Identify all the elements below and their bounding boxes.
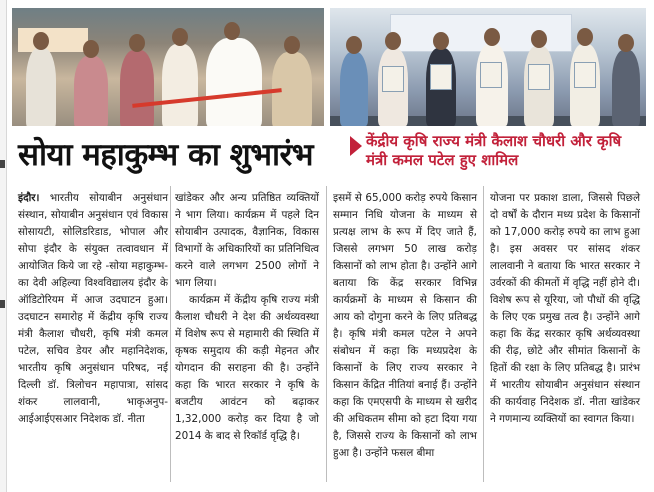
column-paragraph: कार्यक्रम में केंद्रीय कृषि राज्य मंत्री कैलाश चौधरी ने देश की अर्थव्यवस्था में विशेष रूप से महामारी की स्थिति में कृषक समुदाय की कड़ी मेहनत और योगदान की सराहना की है। उन्होंने कहा कि भारत सरकार ने कृषि के बजटीय आवंटन को बढ़ाकर 1,32,000 करोड़ कर दिया है जो 2014 के बाद से रिकॉर्ड वृद्धि है। [175, 294, 319, 442]
person-head [577, 28, 593, 46]
person-head [433, 32, 449, 50]
column-text: भारतीय सोयाबीन अनुसंधान संस्थान, सोयाबीन अनुसंधान एवं विकास सोसायटी, सोलिडरिडाड, भोपाल और सोपा इंदौर के संयुक्त तत्वावधान में आयोजित किये जा रहे -सोया महाकुम्भ-का देवी अहिल्या विश्वविद्यालय इंदौर के ऑडिटोरियम में आज उदघाटन हुआ। उदघाटन समारोह में केंद्रीय कृषि राज्य मंत्री कैलाश चौधरी, कृषि मंत्री कमल पटेल, सचिव डेयर और महानिदेशक, भारतीय कृषि अनुसंधान परिषद, नई दिल्ली डॉ. त्रिलोचन महापात्रा, सांसद शंकर लालवानी, भाकृअनुप-आईआईएसआर निदेशक डॉ. नीता [18, 192, 168, 425]
stage-photo [330, 8, 646, 126]
photo-backdrop [18, 28, 88, 52]
page-edge [0, 0, 7, 492]
column-paragraph: योजना पर प्रकाश डाला, जिससे पिछले दो वर्षों के दौरान मध्य प्रदेश के किसानों को 17,000 करोड़ रुपये का लाभ हुआ है। इस अवसर पर सांसद शंकर लालवानी ने बताया कि भारत सरकार ने उर्वरकों की कीमतों में वृद्धि नहीं होने दी। विशेष रूप से यूरिया, जो पौधों की वृद्धि के लिए एक प्रमुख तत्व है। उन्होंने आगे कहा कि केंद्र सरकार कृषि अर्थव्यवस्था की रीढ़, छोटे और सीमांत किसानों के हितों की रक्षा के लिए प्रतिबद्ध है। प्रारंभ में भारतीय सोयाबीन अनुसंधान संस्थान की कार्यवाह निदेशक डॉ. नीता खांडेकर ने गणमान्य व्यक्तियों का स्वागत किया। [490, 192, 640, 425]
person-head [83, 40, 99, 58]
edge-mark [0, 160, 5, 168]
column-divider [170, 186, 171, 482]
person-figure [162, 44, 198, 126]
headline: सोया महाकुम्भ का शुभारंभ [18, 137, 314, 173]
person-head [172, 28, 188, 46]
article-column-2 [175, 190, 319, 445]
dateline: इंदौर। [18, 192, 40, 204]
person-head [531, 30, 547, 48]
person-head [33, 32, 49, 50]
article-column-4 [490, 190, 640, 428]
edge-mark [0, 300, 5, 308]
person-head [618, 34, 634, 52]
subheadline: केंद्रीय कृषि राज्य मंत्री कैलाश चौधरी और कृषि मंत्री कमल पटेल हुए शामिल [366, 132, 622, 169]
person-figure [26, 48, 56, 126]
book-launch [574, 62, 596, 88]
person-head [385, 32, 401, 50]
article-column-1 [18, 190, 168, 428]
person-head [284, 36, 300, 54]
book-launch [430, 64, 452, 90]
person-head [129, 34, 145, 52]
column-divider [483, 186, 484, 482]
column-divider [326, 186, 327, 482]
column-paragraph: खांडेकर और अन्य प्रतिष्ठित व्यक्तियों ने भाग लिया। कार्यक्रम में पहले दिन सोयाबीन उत्पादक, वैज्ञानिक, विकास विभागों के अधिकारियों का प्रतिनिधित्व करने वाले लगभग 2500 लोगों ने भाग लिया। [175, 192, 319, 289]
subheadline-box [350, 132, 646, 170]
column-paragraph: इसमें से 65,000 करोड़ रुपये किसान सम्मान निधि योजना के माध्यम से प्रत्यक्ष लाभ के रूप में दिए जाते हैं, जिससे लगभग 50 लाख करोड़ किसानों को लाभ होता है। उन्होंने आगे बताया कि केंद्र सरकार विभिन्न कार्यक्रमों के माध्यम से किसान की आय को दोगुना करने के लिए प्रतिबद्ध है। कृषि मंत्री कमल पटेल ने अपने संबोधन में कहा कि मध्यप्रदेश के किसानों के लिए राज्य सरकार ने किसान केंद्रित नीतियां बनाई हैं। उन्होंने कहा कि एमएसपी के माध्यम से खरीद की अधिकतम सीमा को हटा दिया गया है, जिससे राज्य के किसानों को लाभ हुआ है। उन्होंने फसल बीमा [333, 192, 477, 459]
book-launch [528, 64, 550, 90]
article-column-3 [333, 190, 477, 462]
book-launch [480, 62, 502, 88]
person-head [346, 36, 362, 54]
book-launch [382, 66, 404, 92]
person-head [484, 28, 500, 46]
person-figure [206, 38, 262, 126]
person-figure [74, 56, 108, 126]
person-figure [612, 50, 640, 126]
subheadline-arrow-icon [350, 136, 362, 156]
person-head [224, 22, 240, 40]
person-figure [120, 50, 154, 126]
person-figure [340, 52, 368, 126]
ribbon-cutting-photo [12, 8, 324, 126]
